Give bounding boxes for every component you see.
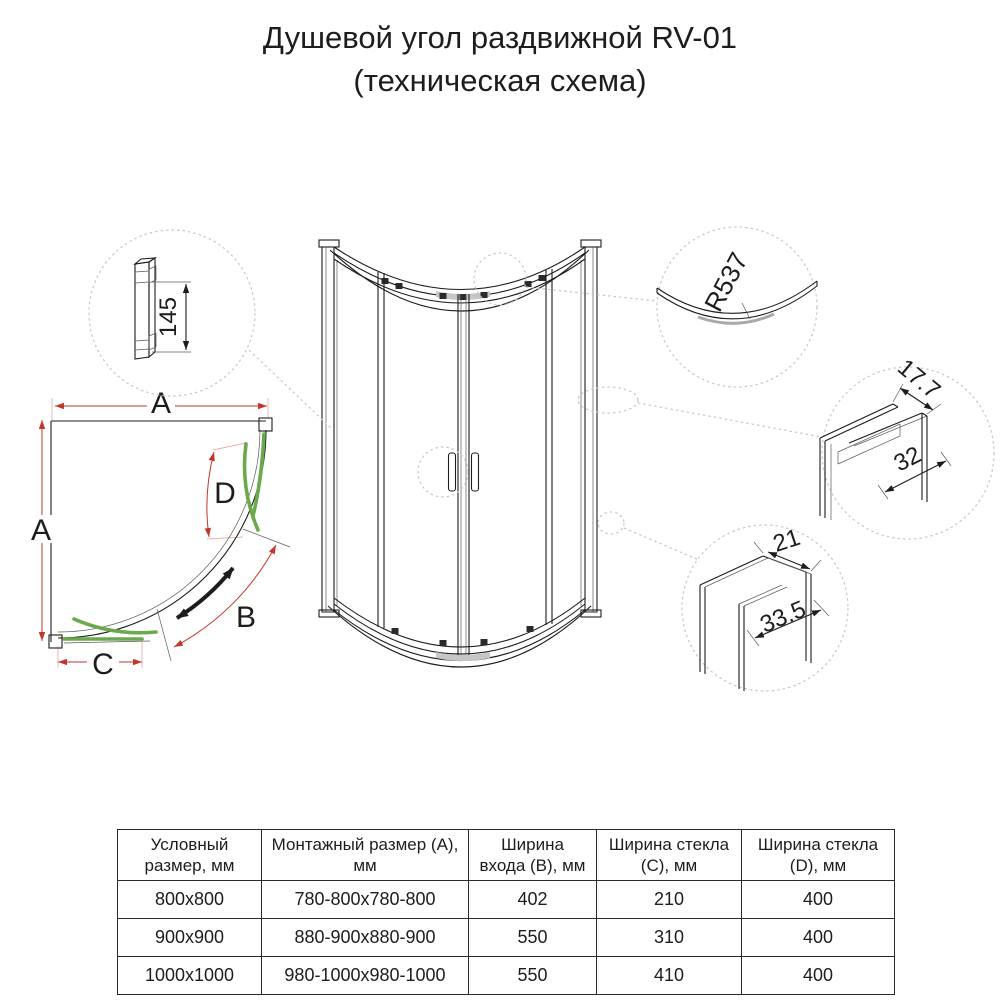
table-cell: 550 bbox=[469, 957, 597, 995]
table-cell: 1000x1000 bbox=[118, 957, 262, 995]
table-cell: 400 bbox=[742, 919, 895, 957]
table-row bbox=[118, 957, 895, 995]
table-row bbox=[118, 919, 895, 957]
table-cell: 410 bbox=[597, 957, 742, 995]
table-cell: 400 bbox=[742, 957, 895, 995]
sliding-door-edges bbox=[458, 294, 469, 655]
detail-circle-profile-section bbox=[820, 354, 994, 539]
table-cell: 780-800x780-800 bbox=[262, 881, 469, 919]
table-cell: 400 bbox=[742, 881, 895, 919]
dimension-17-7 bbox=[892, 354, 945, 414]
detail-circle-radius bbox=[657, 227, 817, 387]
dim-label-r537: R537 bbox=[698, 247, 754, 317]
dimension-33-5 bbox=[747, 596, 829, 646]
detail-circle-profile-corner bbox=[682, 524, 848, 691]
table-cell: 900x900 bbox=[118, 919, 262, 957]
table-cell: 980-1000x980-1000 bbox=[262, 957, 469, 995]
table-cell: 800x800 bbox=[118, 881, 262, 919]
col-header-nominal-size: Условный размер, мм bbox=[118, 830, 262, 881]
front-view bbox=[249, 240, 822, 667]
sliding-door-c bbox=[74, 619, 156, 633]
bottom-rollers bbox=[392, 626, 534, 646]
dimension-b bbox=[157, 529, 290, 661]
table-cell: 550 bbox=[469, 919, 597, 957]
spec-table-header-row bbox=[118, 830, 895, 881]
dim-label-b: B bbox=[235, 601, 257, 634]
dim-label-d: D bbox=[214, 477, 236, 510]
plan-wall-profile-top bbox=[259, 418, 272, 431]
dimension-145 bbox=[152, 282, 191, 352]
top-rollers bbox=[382, 275, 546, 300]
dimension-21 bbox=[754, 524, 821, 571]
dim-label-a-top: A bbox=[150, 387, 172, 420]
table-cell: 310 bbox=[597, 919, 742, 957]
dim-label-33-5: 33.5 bbox=[756, 595, 810, 639]
col-header-glass-c-width: Ширина стекла (С), мм bbox=[597, 830, 742, 881]
dim-label-a-left: A bbox=[30, 514, 52, 547]
dim-label-145: 145 bbox=[155, 296, 182, 338]
dim-label-32: 32 bbox=[889, 441, 926, 478]
dimension-c bbox=[58, 642, 142, 681]
table-cell: 210 bbox=[597, 881, 742, 919]
spec-table bbox=[117, 829, 895, 995]
dim-label-17-7: 17.7 bbox=[892, 353, 946, 405]
title-line-1: Душевой угол раздвижной RV-01 bbox=[262, 20, 738, 55]
title-line-2: (техническая схема) bbox=[353, 63, 647, 99]
dimension-d bbox=[207, 443, 246, 539]
top-rail bbox=[330, 247, 589, 311]
door-slide-arrow bbox=[177, 568, 233, 618]
dim-label-21: 21 bbox=[769, 523, 804, 558]
col-header-glass-d-width: Ширина стекла (D), мм bbox=[742, 830, 895, 881]
table-row bbox=[118, 881, 895, 919]
table-cell: 402 bbox=[469, 881, 597, 919]
col-header-mounting-size: Монтажный размер (А), мм bbox=[262, 830, 469, 881]
col-header-entry-width: Ширина входа (В), мм bbox=[469, 830, 597, 881]
fixed-glass-edges bbox=[378, 269, 552, 628]
right-wall-profile bbox=[581, 240, 601, 617]
door-handles bbox=[449, 453, 479, 491]
plan-view bbox=[28, 387, 290, 681]
table-cell: 880-900x880-900 bbox=[262, 919, 469, 957]
zoom-highlights bbox=[249, 253, 822, 560]
dimension-a-top bbox=[52, 387, 268, 420]
dim-label-c: C bbox=[92, 648, 114, 681]
detail-circle-wall-profile bbox=[89, 230, 255, 396]
left-wall-profile bbox=[319, 240, 339, 617]
dimension-32 bbox=[878, 441, 951, 499]
